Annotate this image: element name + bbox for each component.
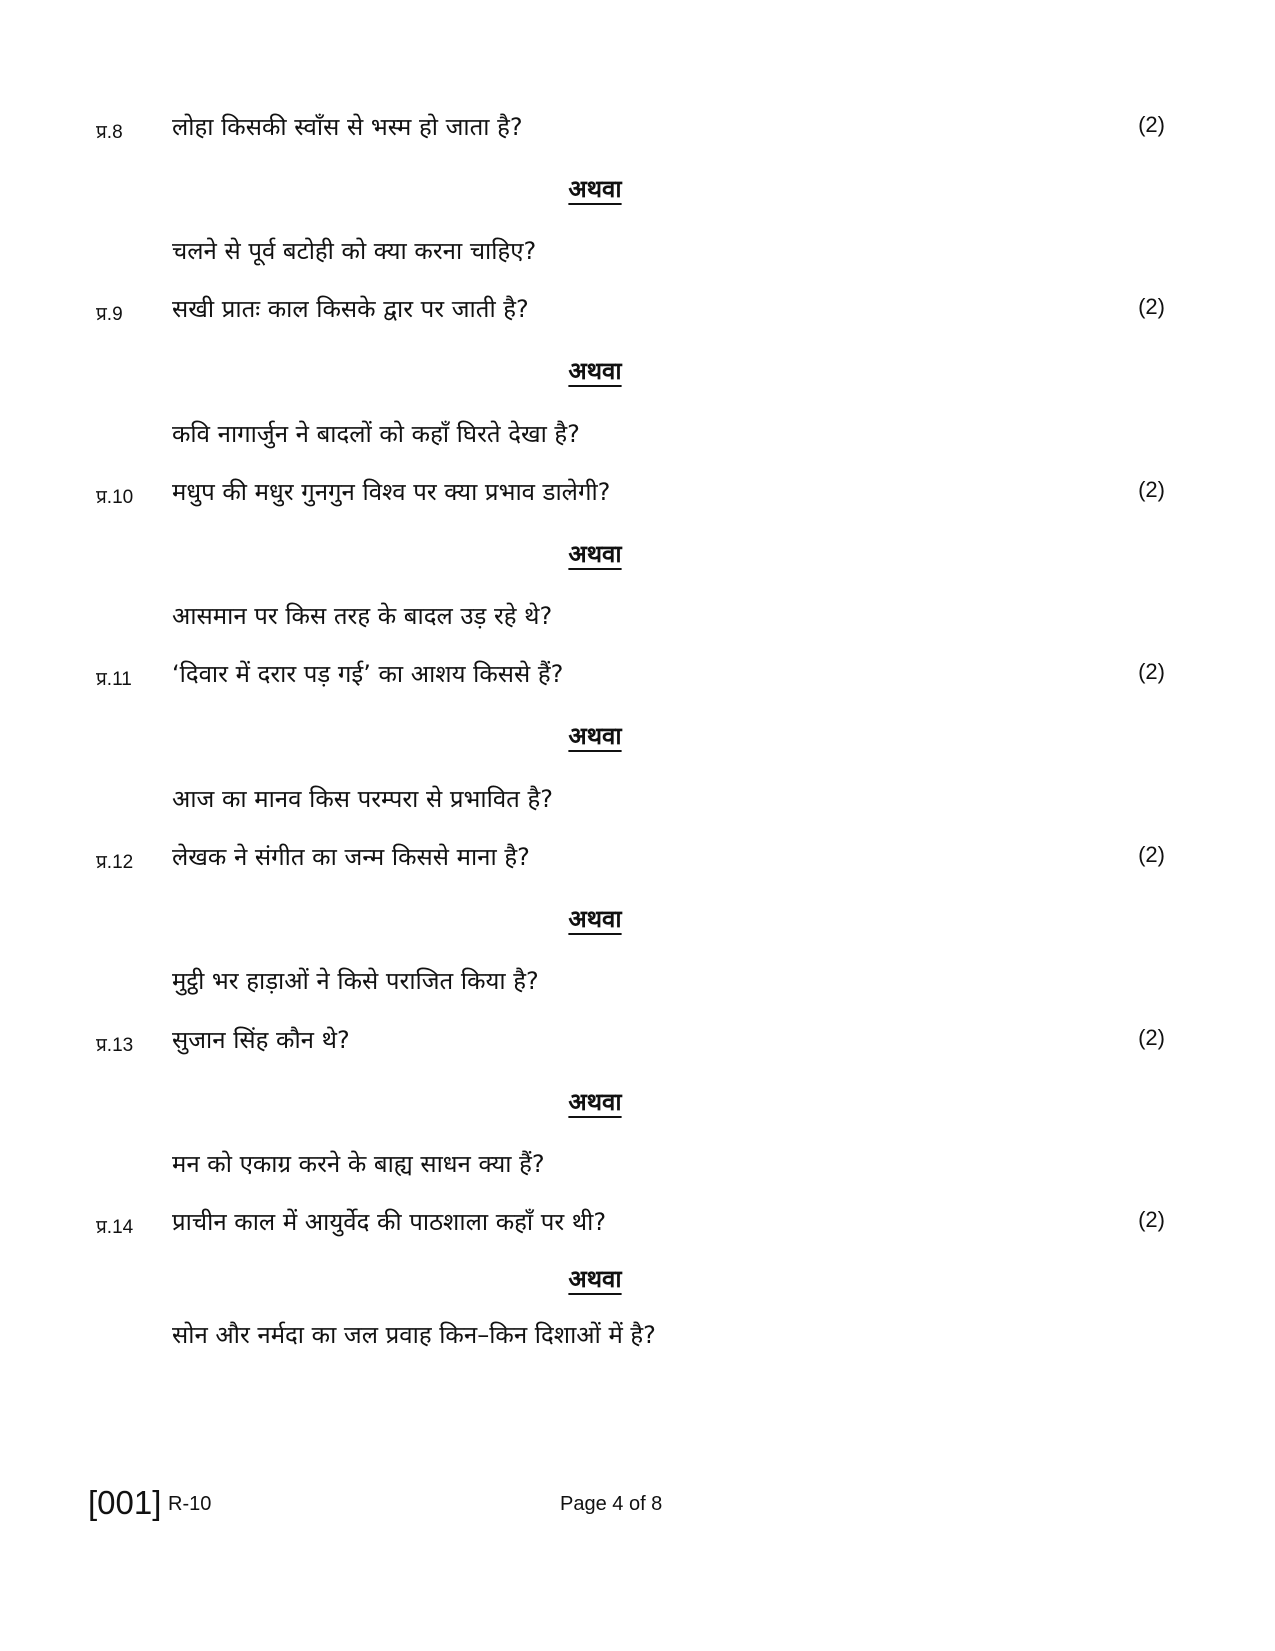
or-label: अथवा xyxy=(568,1265,622,1293)
question-marks: (2) xyxy=(1138,112,1165,137)
question-text: सुजान सिंह कौन थे? xyxy=(172,1026,350,1054)
question-marks: (2) xyxy=(1138,294,1165,319)
alternative-question: मन को एकाग्र करने के बाह्य साधन क्या हैं? xyxy=(172,1150,545,1178)
question-text: लोहा किसकी स्वाँस से भस्म हो जाता है? xyxy=(172,113,523,141)
alternative-question: चलने से पूर्व बटोही को क्या करना चाहिए? xyxy=(172,237,537,265)
question-marks: (2) xyxy=(1138,1025,1165,1050)
question-text: प्राचीन काल में आयुर्वेद की पाठशाला कहाँ पर थी? xyxy=(172,1208,607,1236)
page-number: Page 4 of 8 xyxy=(560,1493,663,1515)
question-text: ‘दिवार में दरार पड़ गई’ का आशय किससे हैं? xyxy=(172,660,564,688)
question-text: लेखक ने संगीत का जन्म किससे माना है? xyxy=(172,843,530,871)
or-label: अथवा xyxy=(568,722,622,750)
alternative-question: कवि नागार्जुन ने बादलों को कहाँ घिरते देखा है? xyxy=(172,420,580,448)
alternative-question: आसमान पर किस तरह के बादल उड़ रहे थे? xyxy=(172,602,553,630)
question-row xyxy=(0,1023,1275,1063)
question-row xyxy=(0,840,1275,880)
or-label: अथवा xyxy=(568,905,622,933)
question-row xyxy=(0,657,1275,697)
question-number: प्र.13 xyxy=(96,1035,134,1056)
question-marks: (2) xyxy=(1138,1207,1165,1232)
paper-series: R-10 xyxy=(168,1493,212,1515)
question-row xyxy=(0,475,1275,515)
or-label: अथवा xyxy=(568,357,622,385)
question-row xyxy=(0,110,1275,150)
question-number: प्र.12 xyxy=(96,852,134,873)
question-marks: (2) xyxy=(1138,477,1165,502)
question-number: प्र.8 xyxy=(96,122,123,143)
or-label: अथवा xyxy=(568,1088,622,1116)
or-label: अथवा xyxy=(568,175,622,203)
question-text: सखी प्रातः काल किसके द्वार पर जाती है? xyxy=(172,295,529,323)
question-marks: (2) xyxy=(1138,842,1165,867)
question-number: प्र.14 xyxy=(96,1217,134,1238)
or-label: अथवा xyxy=(568,540,622,568)
alternative-question: सोन और नर्मदा का जल प्रवाह किन–किन दिशाओं में है? xyxy=(172,1321,656,1349)
alternative-question: आज का मानव किस परम्परा से प्रभावित है? xyxy=(172,785,553,813)
paper-code: [001] xyxy=(88,1484,162,1521)
question-row xyxy=(0,1205,1275,1245)
question-row xyxy=(0,292,1275,332)
question-marks: (2) xyxy=(1138,659,1165,684)
alternative-question: मुट्ठी भर हाड़ाओं ने किसे पराजित किया है? xyxy=(172,967,539,995)
question-number: प्र.10 xyxy=(96,487,134,508)
question-number: प्र.11 xyxy=(96,669,132,690)
question-number: प्र.9 xyxy=(96,304,123,325)
question-text: मधुप की मधुर गुनगुन विश्व पर क्या प्रभाव डालेगी? xyxy=(172,478,611,506)
